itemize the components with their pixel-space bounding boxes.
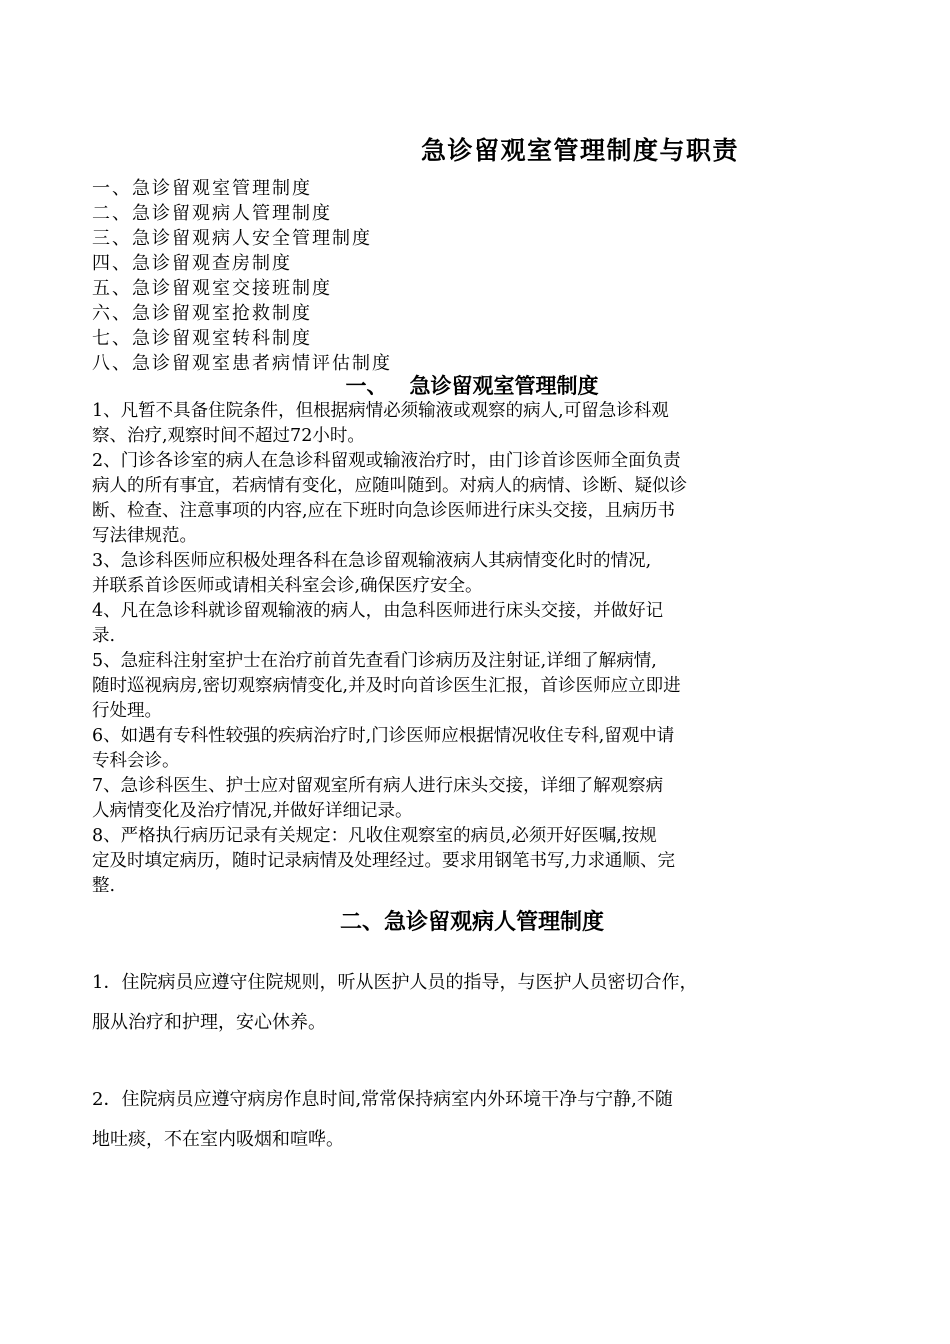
section-2-heading: 二、急诊留观病人管理制度	[339, 910, 604, 935]
text-line: 7、急诊科医生、护士应对留观室所有病人进行床头交接，详细了解观察病	[92, 776, 664, 796]
toc-item: 八、急诊留观室患者病情评估制度	[92, 353, 392, 374]
paragraph	[92, 824, 864, 899]
text-line: 整.	[92, 876, 116, 896]
text-line: 4、凡在急诊科就诊留观输液的病人，由急科医师进行床头交接，并做好记	[92, 601, 664, 621]
text-line: 1．住院病员应遵守住院规则，听从医护人员的指导，与医护人员密切合作，	[92, 972, 698, 993]
toc-item: 六、急诊留观室抢救制度	[92, 303, 312, 324]
text-line: 定及时填定病历，随时记录病情及处理经过。要求用钢笔书写,力求通顺、完	[92, 851, 676, 871]
text-line: 行处理。	[92, 701, 162, 721]
toc-item: 一、急诊留观室管理制度	[92, 178, 312, 199]
text-line: 录.	[92, 626, 116, 646]
text-line: 5、急症科注射室护士在治疗前首先查看门诊病历及注射证,详细了解病情,	[92, 651, 657, 671]
toc-item: 三、急诊留观病人安全管理制度	[92, 228, 372, 249]
text-line: 人病情变化及治疗情况,并做好详细记录。	[92, 801, 413, 821]
paragraph	[92, 963, 864, 1043]
toc-item: 四、急诊留观查房制度	[92, 253, 292, 274]
text-line: 专科会诊。	[92, 751, 180, 771]
text-line: 察、治疗,观察时间不超过72小时。	[92, 426, 365, 446]
paragraph	[92, 1080, 864, 1160]
paragraph	[92, 774, 864, 824]
text-line: 病人的所有事宜，若病情有变化，应随叫随到。对病人的病情、诊断、疑似诊	[92, 476, 687, 496]
toc-item: 七、急诊留观室转科制度	[92, 328, 312, 349]
paragraph	[92, 724, 864, 774]
paragraph	[92, 449, 864, 549]
paragraph	[92, 649, 864, 724]
text-line: 2．住院病员应遵守病房作息时间,常常保持病室内外环境干净与宁静,不随	[92, 1089, 673, 1110]
text-line: 3、急诊科医师应积极处理各科在急诊留观输液病人其病情变化时的情况,	[92, 551, 652, 571]
table-of-contents	[92, 176, 852, 376]
section-1-heading	[92, 373, 852, 399]
text-line: 1、凡暂不具备住院条件，但根据病情必须输液或观察的病人,可留急诊科观	[92, 401, 669, 421]
text-line: 并联系首诊医师或请相关科室会诊,确保医疗安全。	[92, 576, 483, 596]
text-line: 随时巡视病房,密切观察病情变化,并及时向首诊医生汇报，首诊医师应立即进	[92, 676, 681, 696]
text-line: 断、检查、注意事项的内容,应在下班时向急诊医师进行床头交接，且病历书	[92, 501, 676, 521]
paragraph	[92, 399, 864, 449]
toc-item: 二、急诊留观病人管理制度	[92, 203, 332, 224]
toc-item: 五、急诊留观室交接班制度	[92, 278, 332, 299]
document-title: 急诊留观室管理制度与职责	[420, 136, 739, 165]
section-1-title: 急诊留观室管理制度	[409, 374, 599, 398]
paragraph	[92, 599, 864, 649]
text-line: 8、严格执行病历记录有关规定：凡收住观察室的病员,必须开好医嘱,按规	[92, 826, 657, 846]
paragraph	[92, 549, 864, 599]
text-line: 写法律规范。	[92, 526, 197, 546]
section-1-number: 一、	[345, 374, 388, 398]
text-line: 2、门诊各诊室的病人在急诊科留观或输液治疗时，由门诊首诊医师全面负责	[92, 451, 681, 471]
section-2-body	[92, 963, 864, 1188]
section-1-body	[92, 399, 864, 899]
text-line: 地吐痰，不在室内吸烟和喧哗。	[92, 1129, 344, 1150]
text-line: 6、如遇有专科性较强的疾病治疗时,门诊医师应根据情况收住专科,留观中请	[92, 726, 675, 746]
text-line: 服从治疗和护理，安心休养。	[92, 1012, 326, 1033]
